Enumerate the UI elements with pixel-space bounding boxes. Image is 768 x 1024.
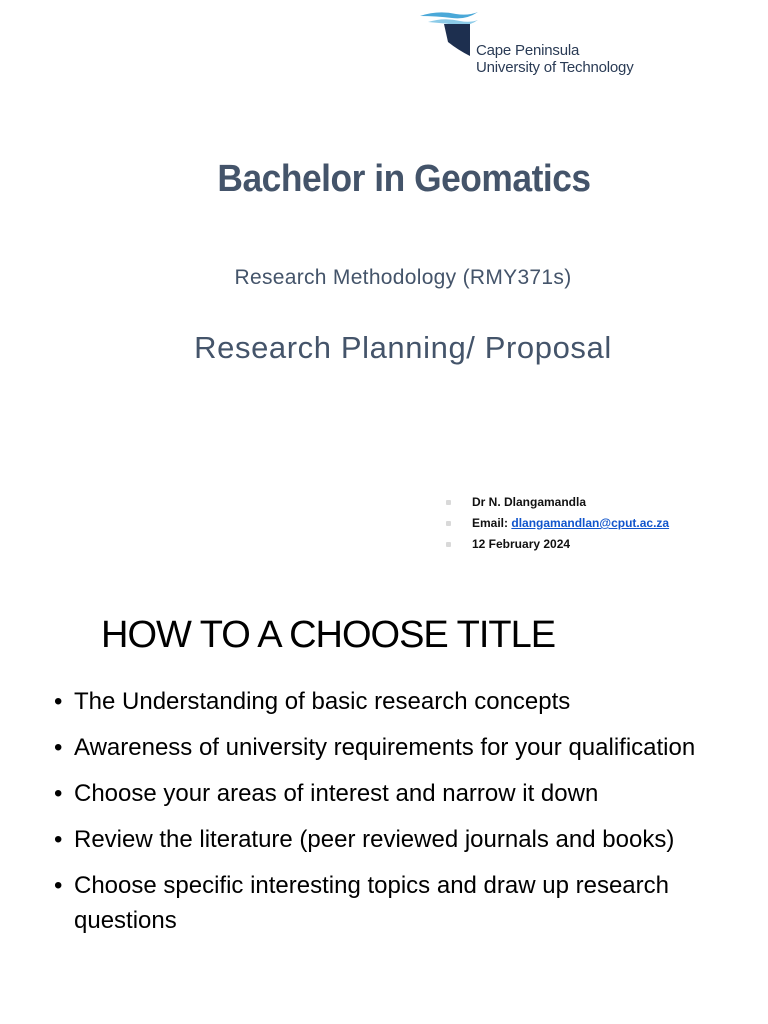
page-title: Bachelor in Geomatics — [217, 158, 591, 200]
logo-line-2: University of Technology — [476, 59, 634, 76]
list-item — [54, 776, 764, 811]
bullet-list — [54, 684, 764, 949]
slide-subtitle: Research Planning/ Proposal — [194, 330, 612, 365]
lecturer-name-item — [446, 495, 669, 516]
list-item-text: Awareness of university requirements for your qualification — [74, 734, 696, 761]
list-item — [54, 684, 764, 719]
list-item-text: Choose specific interesting topics and draw up research questions — [74, 872, 669, 934]
cput-logo — [418, 8, 658, 80]
bullet-square-icon — [446, 500, 451, 505]
list-item — [54, 822, 764, 857]
email-link[interactable]: dlangamandlan@cput.ac.za — [511, 516, 670, 530]
date-item — [446, 537, 669, 558]
list-item-text: The Understanding of basic research concepts — [74, 688, 571, 715]
presentation-date: 12 February 2024 — [472, 537, 571, 551]
bullet-square-icon — [446, 542, 451, 547]
email-item — [446, 516, 669, 537]
list-item — [54, 730, 764, 765]
bullet-icon: • — [54, 734, 63, 761]
course-name: Research Methodology (RMY371s) — [234, 266, 572, 289]
bullet-icon: • — [54, 826, 63, 853]
list-item — [54, 868, 764, 938]
section-heading: HOW TO A CHOOSE TITLE — [101, 614, 556, 656]
list-item-text: Review the literature (peer reviewed journals and books) — [74, 826, 675, 853]
content-slide — [0, 600, 768, 1024]
logo-line-1: Cape Peninsula — [476, 42, 580, 59]
logo-text — [476, 42, 634, 76]
bullet-icon: • — [54, 780, 63, 807]
bullet-square-icon — [446, 521, 451, 526]
cput-logo-icon — [418, 8, 478, 64]
bullet-icon: • — [54, 688, 63, 715]
bullet-icon: • — [54, 872, 63, 899]
list-item-text: Choose your areas of interest and narrow it down — [74, 780, 599, 807]
email-label: Email: — [472, 516, 509, 530]
lecturer-info-list — [446, 495, 669, 558]
lecturer-name: Dr N. Dlangamandla — [472, 495, 587, 509]
